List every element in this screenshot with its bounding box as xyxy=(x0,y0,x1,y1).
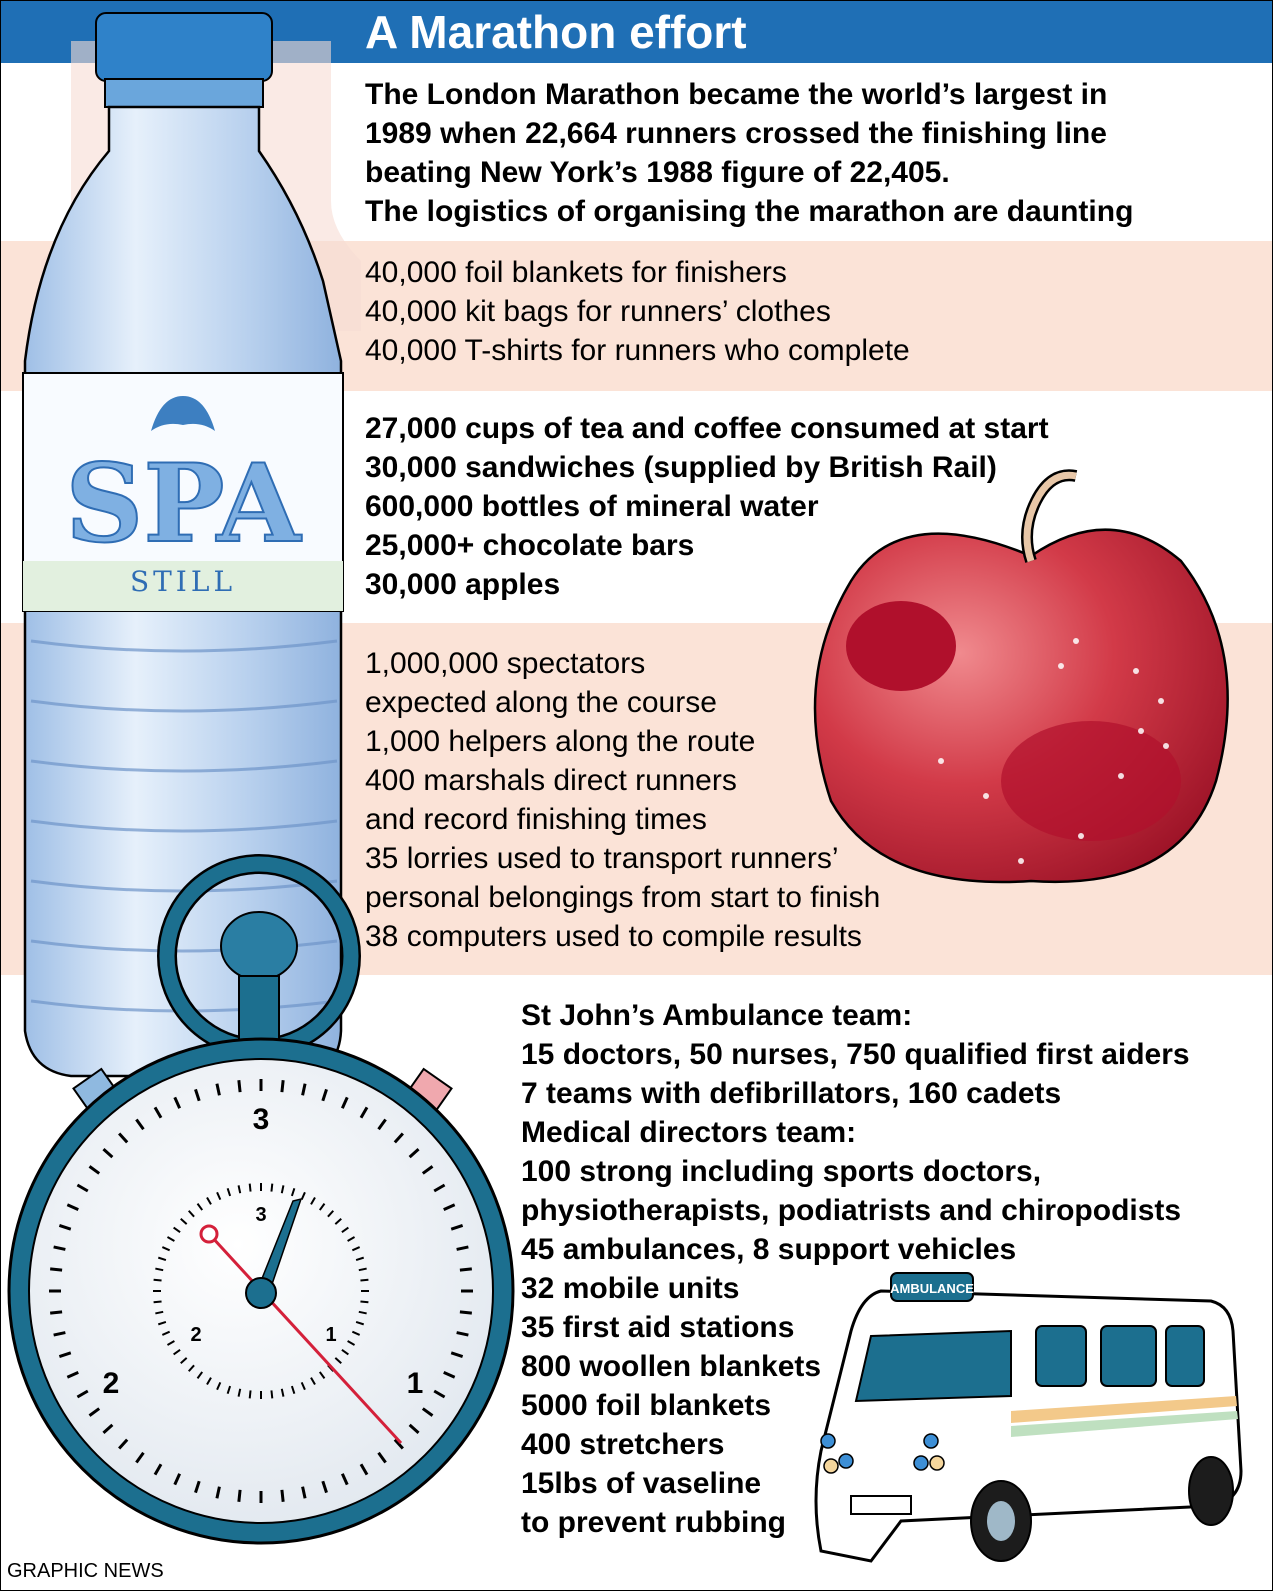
list-item: 45 ambulances, 8 support vehicles xyxy=(521,1233,1017,1266)
bottle-cap xyxy=(96,13,272,81)
inner-number-1: 1 xyxy=(325,1324,337,1346)
inner-tick xyxy=(271,1184,272,1192)
intro-line: The logistics of organising the marathon are daunting xyxy=(365,195,1134,228)
inner-number-3: 3 xyxy=(255,1204,267,1226)
intro-text xyxy=(365,75,1133,231)
stopwatch-pivot xyxy=(246,1278,276,1308)
list-item: 100 strong including sports doctors, xyxy=(521,1155,1042,1188)
stopwatch-crown xyxy=(221,912,297,980)
list-item: 800 woollen blankets xyxy=(521,1350,822,1383)
inner-tick xyxy=(271,1390,272,1398)
outer-number-2: 2 xyxy=(102,1367,120,1400)
bottle-variant: STILL xyxy=(129,565,237,598)
outer-tick xyxy=(239,1490,240,1502)
list-item: 32 mobile units xyxy=(521,1272,740,1305)
outer-number-1: 1 xyxy=(406,1367,424,1400)
outer-tick xyxy=(460,1269,472,1270)
list-item: personal belongings from start to finish xyxy=(365,881,881,914)
list-item: 40,000 kit bags for runners’ clothes xyxy=(365,295,831,328)
list-item: 1,000 helpers along the route xyxy=(365,725,756,758)
outer-tick xyxy=(282,1490,283,1502)
list-item: 7 teams with defibrillators, 160 cadets xyxy=(521,1077,1062,1110)
people-list xyxy=(365,644,880,956)
list-item: expected along the course xyxy=(365,686,717,719)
list-item: 15 doctors, 50 nurses, 750 qualified first aiders xyxy=(521,1038,1190,1071)
list-item: 1,000,000 spectators xyxy=(365,647,646,680)
list-item: 27,000 cups of tea and coffee consumed at start xyxy=(365,412,1049,445)
inner-tick xyxy=(154,1280,162,1281)
list-item: to prevent rubbing xyxy=(521,1506,786,1539)
outer-number-3: 3 xyxy=(252,1103,270,1136)
list-item: physiotherapists, podiatrists and chiropodists xyxy=(521,1194,1182,1227)
list-item: 25,000+ chocolate bars xyxy=(365,529,695,562)
food-list xyxy=(365,409,1049,604)
water-bottle-illustration xyxy=(23,13,361,1076)
bottle-brand: SPA xyxy=(65,441,301,567)
inner-tick xyxy=(250,1184,251,1192)
rear-wheel-icon xyxy=(1189,1457,1233,1525)
ambulance-sign-text: AMBULANCE xyxy=(890,1281,974,1296)
intro-line: 1989 when 22,664 runners crossed the finishing line xyxy=(365,117,1107,150)
list-item: 38 computers used to compile results xyxy=(365,920,862,953)
supplies-list xyxy=(365,253,910,370)
inner-number-2: 2 xyxy=(190,1324,202,1346)
list-item: Medical directors team: xyxy=(521,1116,857,1149)
list-item: 35 lorries used to transport runners’ xyxy=(365,842,839,875)
outer-tick xyxy=(50,1269,62,1270)
inner-tick xyxy=(360,1280,368,1281)
list-item: and record finishing times xyxy=(365,803,707,836)
inner-tick xyxy=(360,1301,368,1302)
outer-tick xyxy=(239,1080,240,1092)
list-item: St John’s Ambulance team: xyxy=(521,999,913,1032)
medical-list xyxy=(521,996,1190,1542)
intro-line: The London Marathon became the world’s largest in xyxy=(365,78,1108,111)
list-item: 30,000 sandwiches (supplied by British Rail) xyxy=(365,451,997,484)
list-item: 40,000 T-shirts for runners who complete xyxy=(365,334,910,367)
inner-tick xyxy=(250,1390,251,1398)
inner-tick xyxy=(154,1301,162,1302)
list-item: 35 first aid stations xyxy=(521,1311,795,1344)
list-item: 400 stretchers xyxy=(521,1428,725,1461)
list-item: 30,000 apples xyxy=(365,568,561,601)
page-title: A Marathon effort xyxy=(365,6,747,58)
list-item: 40,000 foil blankets for finishers xyxy=(365,256,787,289)
credit: GRAPHIC NEWS xyxy=(7,1560,164,1582)
outer-tick xyxy=(50,1312,62,1313)
list-item: 600,000 bottles of mineral water xyxy=(365,490,819,523)
outer-tick xyxy=(282,1080,283,1092)
list-item: 5000 foil blankets xyxy=(521,1389,772,1422)
list-item: 15lbs of vaseline xyxy=(521,1467,762,1500)
list-item: 400 marshals direct runners xyxy=(365,764,737,797)
outer-tick xyxy=(460,1312,472,1313)
intro-line: beating New York’s 1988 figure of 22,405. xyxy=(365,156,950,189)
